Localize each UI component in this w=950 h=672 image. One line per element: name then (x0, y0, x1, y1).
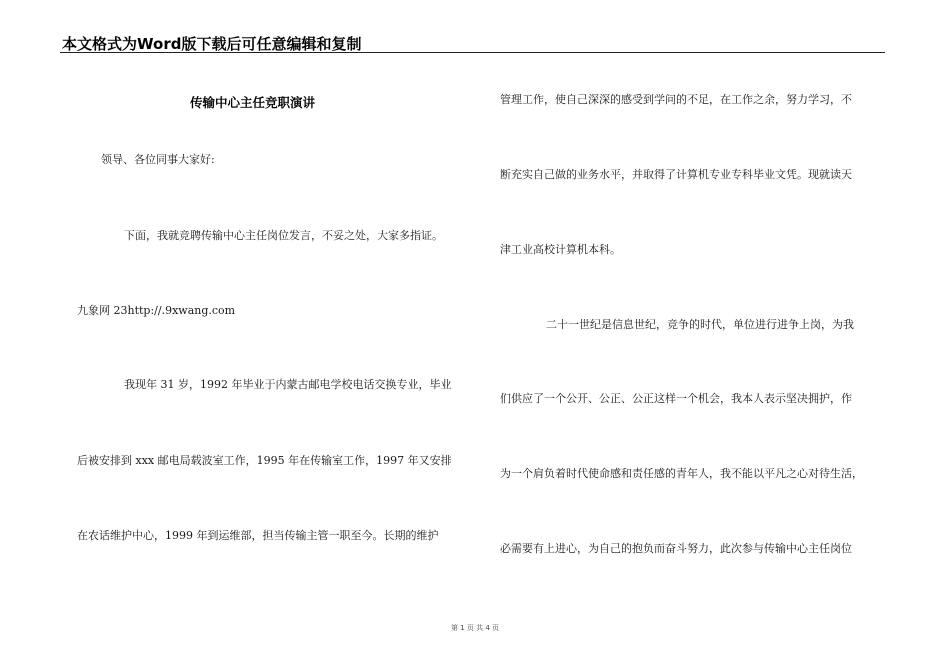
left-line-source: 九象网 23http://.9xwang.com (77, 304, 236, 317)
left-line-bio-2: 后被安排到 xxx 邮电局载波室工作，1995 年在传输室工作，1997 年又安排 (77, 454, 452, 467)
left-line-greeting: 领导、各位同事大家好: (101, 153, 215, 166)
left-line-bio-3: 在农话维护中心，1999 年到运维部，担当传输主管一职至今。长期的维护 (77, 529, 439, 542)
document-title: 传输中心主任竞职演讲 (190, 95, 316, 110)
right-line-7: 必需要有上进心，为自己的抱负而奋斗努力，此次参与传输中心主任岗位 (500, 542, 852, 555)
right-line-5: 们供应了一个公开、公正、公正这样一个机会，我本人表示坚决拥护，作 (500, 392, 852, 405)
header-divider (60, 52, 885, 53)
right-line-3: 津工业高校计算机本科。 (500, 243, 621, 256)
right-line-4: 二十一世纪是信息世纪，竞争的时代，单位进行进争上岗，为我 (546, 318, 854, 331)
right-line-1: 管理工作，使自己深深的感受到学问的不足，在工作之余，努力学习，不 (500, 93, 852, 106)
left-line-bio-1: 我现年 31 岁，1992 年毕业于内蒙古邮电学校电话交换专业，毕业 (124, 378, 452, 391)
left-line-intro: 下面，我就竞聘传输中心主任岗位发言，不妥之处，大家多指证。 (124, 229, 443, 242)
document-header-title: 本文格式为Word版下载后可任意编辑和复制 (62, 35, 362, 53)
right-line-6: 为一个肩负着时代使命感和责任感的青年人，我不能以平凡之心对待生活， (500, 467, 863, 480)
right-line-2: 断充实自己做的业务水平，并取得了计算机专业专科毕业文凭。现就读天 (500, 168, 852, 181)
page-number: 第 1 页 共 4 页 (450, 624, 500, 632)
